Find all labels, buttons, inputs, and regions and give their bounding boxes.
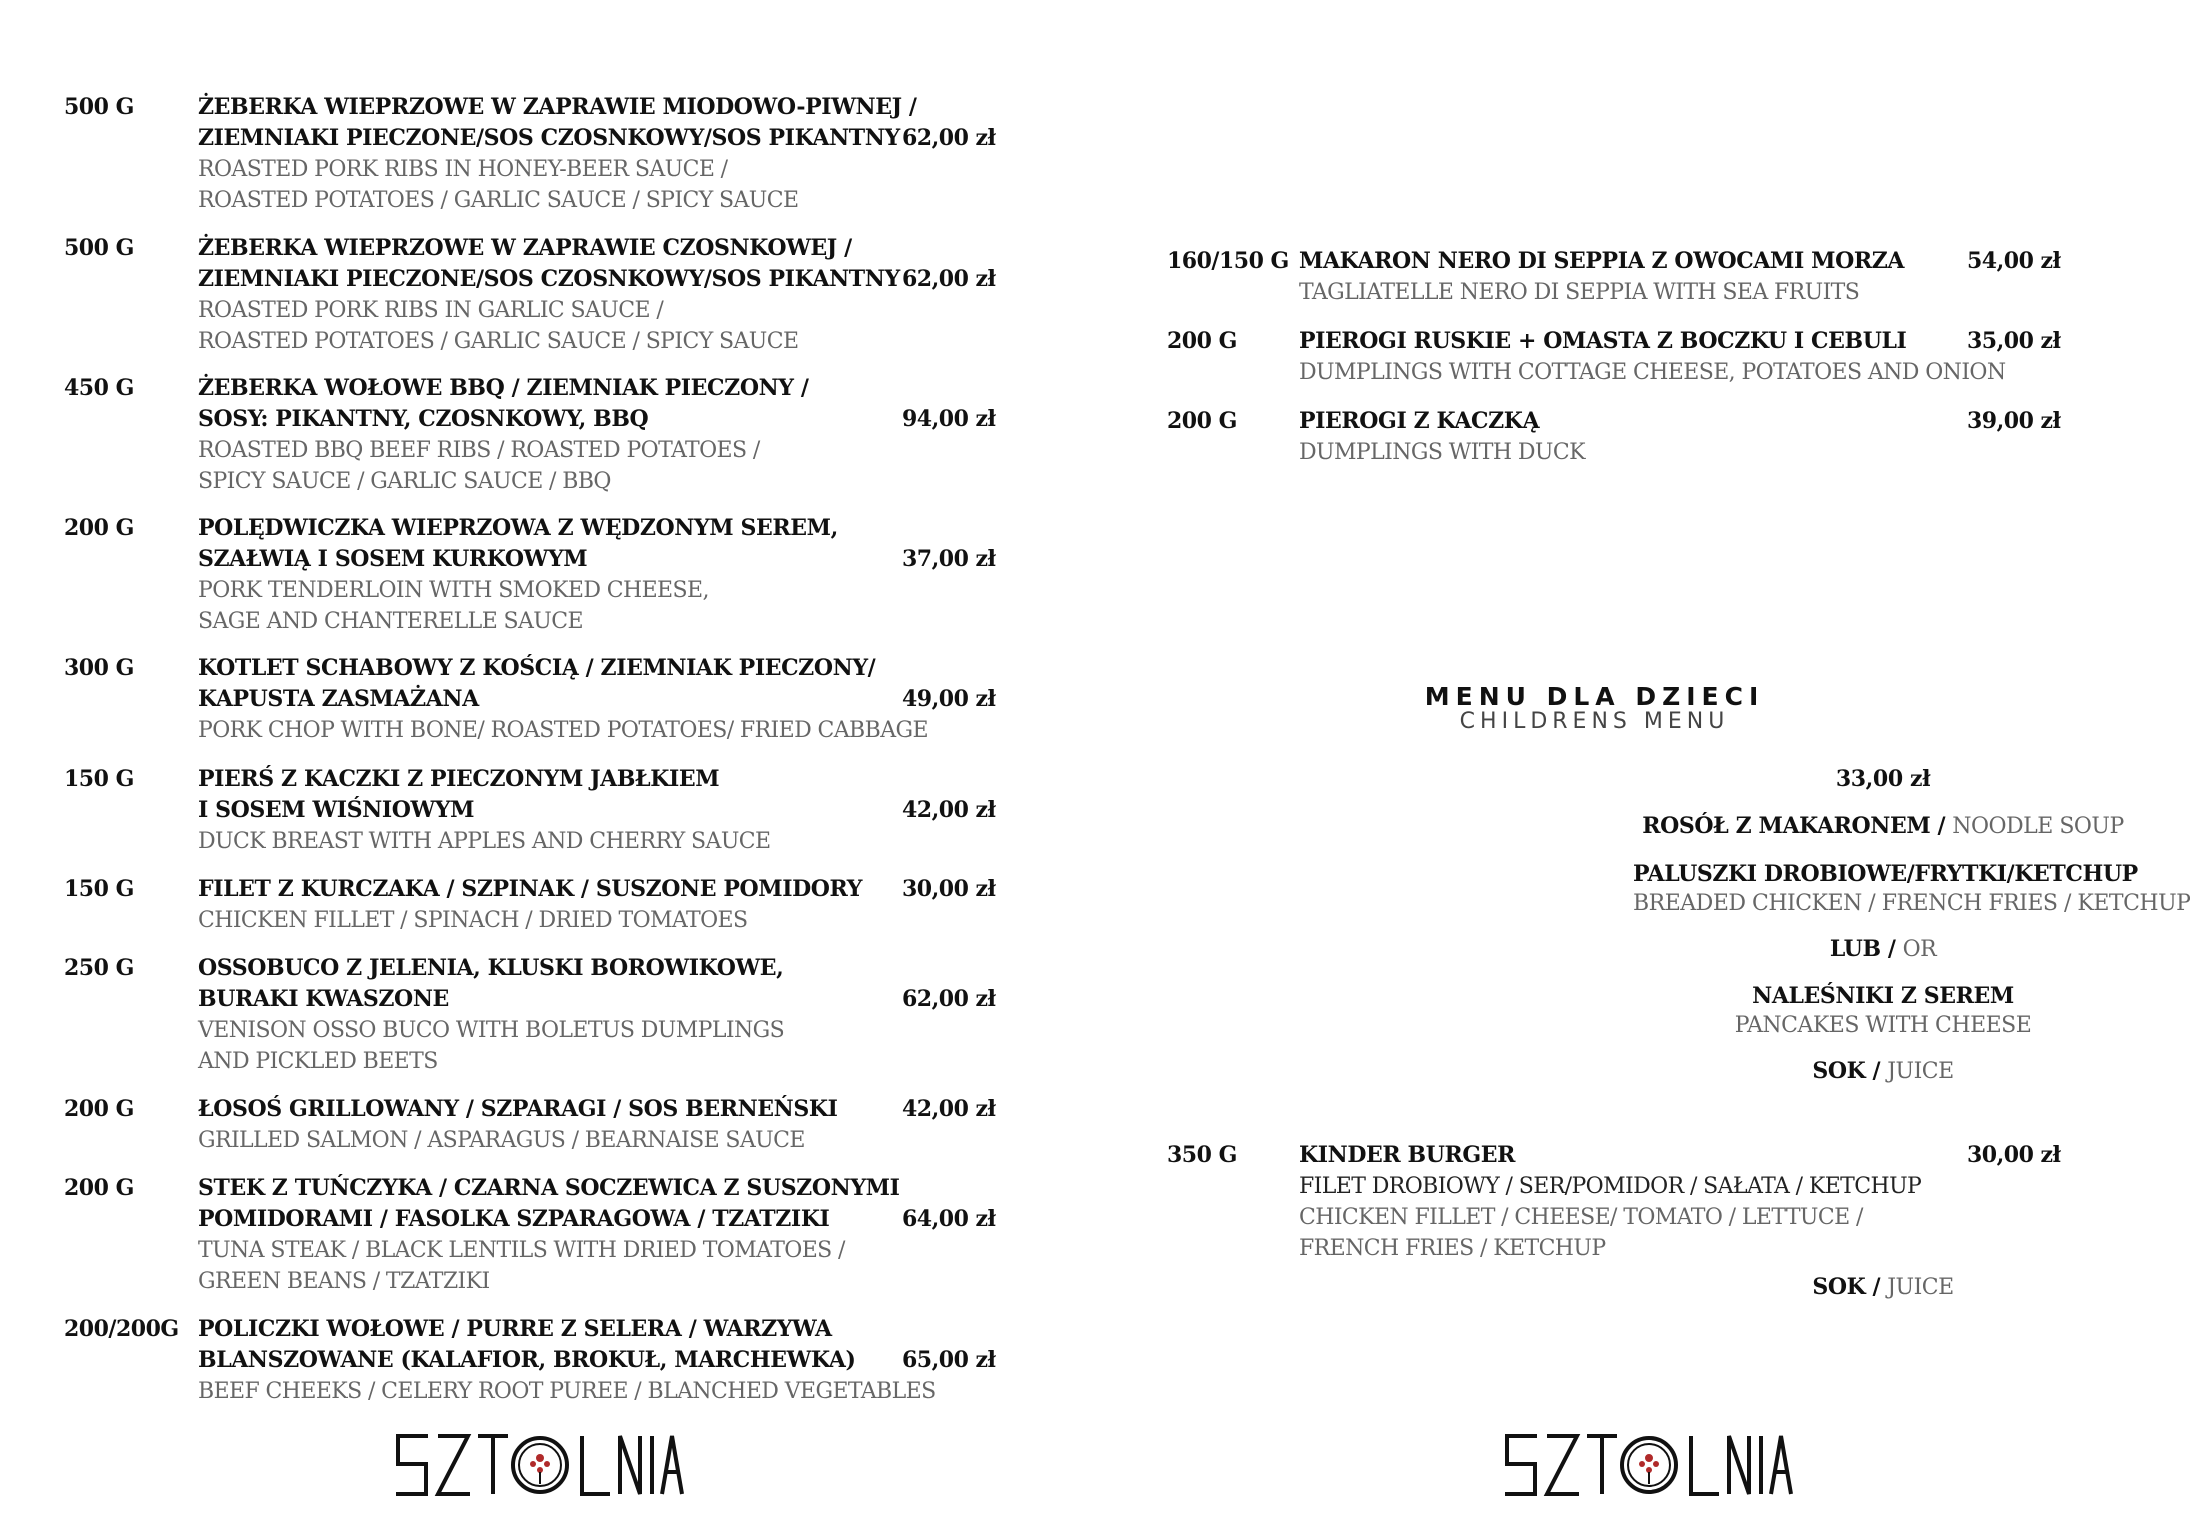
item-price: 94,00 zł bbox=[902, 406, 996, 432]
item-name-en: DUMPLINGS WITH DUCK bbox=[1299, 440, 1585, 465]
item-name-en: PORK CHOP WITH BONE/ ROASTED POTATOES/ FRIED CABBAGE bbox=[198, 718, 928, 743]
kids-soup-en: NOODLE SOUP bbox=[1952, 814, 2124, 839]
item-description bbox=[198, 1094, 837, 1156]
kinder-burger-pl-desc: FILET DROBIOWY / SER/POMIDOR / SAŁATA / KETCHUP bbox=[1299, 1174, 1922, 1199]
item-name-en: TAGLIATELLE NERO DI SEPPIA WITH SEA FRUITS bbox=[1299, 280, 1860, 305]
item-description bbox=[198, 233, 900, 357]
item-price: 30,00 zł bbox=[902, 876, 996, 902]
kinder-burger-weight: 350 G bbox=[1167, 1142, 1237, 1168]
item-name-en: AND PICKLED BEETS bbox=[198, 1049, 438, 1074]
item-price: 62,00 zł bbox=[902, 266, 996, 292]
item-name-pl: ŻEBERKA WIEPRZOWE W ZAPRAWIE MIODOWO-PIWNEJ / bbox=[198, 94, 917, 120]
item-name-pl: MAKARON NERO DI SEPPIA Z OWOCAMI MORZA bbox=[1299, 248, 1905, 274]
item-name-en: CHICKEN FILLET / SPINACH / DRIED TOMATOES bbox=[198, 908, 748, 933]
kinder-juice-en: JUICE bbox=[1887, 1275, 1954, 1300]
kids-menu-subtitle: CHILDRENS MENU bbox=[1459, 709, 1730, 734]
kids-option-1-pl: PALUSZKI DROBIOWE/FRYTKI/KETCHUP bbox=[1633, 861, 2138, 887]
sztolnia-logo bbox=[1499, 1424, 1799, 1504]
item-name-en: GREEN BEANS / TZATZIKI bbox=[198, 1269, 490, 1294]
item-description bbox=[1299, 406, 1585, 468]
item-name-en: ROASTED BBQ BEEF RIBS / ROASTED POTATOES / bbox=[198, 438, 760, 463]
item-price: 62,00 zł bbox=[902, 986, 996, 1012]
item-name-pl: ZIEMNIAKI PIECZONE/SOS CZOSNKOWY/SOS PIKANTNY bbox=[198, 266, 900, 292]
kids-or-en: OR bbox=[1902, 937, 1937, 962]
item-weight: 200 G bbox=[1167, 408, 1237, 434]
item-name-pl: POLICZKI WOŁOWE / PURRE Z SELERA / WARZYWA bbox=[198, 1316, 832, 1342]
item-name-pl: KAPUSTA ZASMAŻANA bbox=[198, 686, 479, 712]
kinder-burger-juice bbox=[1633, 1273, 2133, 1302]
kids-juice bbox=[1633, 1057, 2133, 1086]
item-weight: 150 G bbox=[64, 766, 134, 792]
item-description bbox=[198, 1173, 899, 1297]
kinder-burger-name: KINDER BURGER bbox=[1299, 1142, 1516, 1168]
item-name-pl: ŻEBERKA WOŁOWE BBQ / ZIEMNIAK PIECZONY / bbox=[198, 375, 809, 401]
item-name-pl: PIEROGI RUSKIE + OMASTA Z BOCZKU I CEBULI bbox=[1299, 328, 1907, 354]
item-name-pl: PIEROGI Z KACZKĄ bbox=[1299, 408, 1540, 434]
kinder-burger-en-line-2: FRENCH FRIES / KETCHUP bbox=[1299, 1236, 1606, 1261]
item-price: 42,00 zł bbox=[902, 1096, 996, 1122]
kids-option-1 bbox=[1633, 860, 2190, 918]
kinder-burger-en-line-1: CHICKEN FILLET / CHEESE/ TOMATO / LETTUCE / bbox=[1299, 1205, 1863, 1230]
item-name-pl: ZIEMNIAKI PIECZONE/SOS CZOSNKOWY/SOS PIKANTNY bbox=[198, 125, 900, 151]
item-name-pl: BLANSZOWANE (KALAFIOR, BROKUŁ, MARCHEWKA) bbox=[198, 1347, 856, 1373]
item-name-pl: ŻEBERKA WIEPRZOWE W ZAPRAWIE CZOSNKOWEJ / bbox=[198, 235, 852, 261]
item-weight: 300 G bbox=[64, 655, 134, 681]
item-description bbox=[1299, 326, 2006, 388]
item-name-en: BEEF CHEEKS / CELERY ROOT PUREE / BLANCHED VEGETABLES bbox=[198, 1379, 936, 1404]
kids-juice-pl: SOK / bbox=[1812, 1058, 1881, 1084]
item-price: 62,00 zł bbox=[902, 125, 996, 151]
item-weight: 160/150 G bbox=[1167, 248, 1289, 274]
item-weight: 200 G bbox=[64, 515, 134, 541]
item-name-pl: PIERŚ Z KACZKI Z PIECZONYM JABŁKIEM bbox=[198, 766, 720, 792]
sztolnia-logo-mark bbox=[390, 1424, 690, 1504]
kinder-burger-price: 30,00 zł bbox=[1967, 1142, 2061, 1168]
item-price: 54,00 zł bbox=[1967, 248, 2061, 274]
kids-option-2-pl: NALEŚNIKI Z SEREM bbox=[1752, 983, 2014, 1009]
item-name-en: VENISON OSSO BUCO WITH BOLETUS DUMPLINGS bbox=[198, 1018, 785, 1043]
item-weight: 500 G bbox=[64, 235, 134, 261]
item-price: 65,00 zł bbox=[902, 1347, 996, 1373]
item-price: 42,00 zł bbox=[902, 797, 996, 823]
item-name-en: PORK TENDERLOIN WITH SMOKED CHEESE, bbox=[198, 578, 709, 603]
item-description bbox=[198, 513, 838, 637]
item-weight: 450 G bbox=[64, 375, 134, 401]
kinder-burger-item bbox=[1167, 1140, 2127, 1260]
item-price: 49,00 zł bbox=[902, 686, 996, 712]
item-name-pl: BURAKI KWASZONE bbox=[198, 986, 449, 1012]
kids-option-1-en: BREADED CHICKEN / FRENCH FRIES / KETCHUP bbox=[1633, 891, 2190, 916]
item-name-en: SAGE AND CHANTERELLE SAUCE bbox=[198, 609, 583, 634]
kids-menu-price bbox=[1633, 765, 2133, 794]
item-price: 37,00 zł bbox=[902, 546, 996, 572]
item-name-en: ROASTED PORK RIBS IN GARLIC SAUCE / bbox=[198, 298, 664, 323]
item-description bbox=[198, 92, 917, 216]
kids-soup-pl: ROSÓŁ Z MAKARONEM / bbox=[1642, 813, 1946, 839]
item-price: 39,00 zł bbox=[1967, 408, 2061, 434]
item-weight: 200 G bbox=[64, 1175, 134, 1201]
item-name-pl: OSSOBUCO Z JELENIA, KLUSKI BOROWIKOWE, bbox=[198, 955, 784, 981]
item-weight: 200/200G bbox=[64, 1316, 179, 1342]
item-name-pl: POMIDORAMI / FASOLKA SZPARAGOWA / TZATZIKI bbox=[198, 1206, 830, 1232]
item-weight: 200 G bbox=[64, 1096, 134, 1122]
item-name-en: DUCK BREAST WITH APPLES AND CHERRY SAUCE bbox=[198, 829, 771, 854]
item-weight: 250 G bbox=[64, 955, 134, 981]
item-name-pl: STEK Z TUŃCZYKA / CZARNA SOCZEWICA Z SUSZONYMI bbox=[198, 1175, 900, 1201]
item-name-pl: KOTLET SCHABOWY Z KOŚCIĄ / ZIEMNIAK PIECZONY/ bbox=[198, 655, 876, 681]
item-name-en: TUNA STEAK / BLACK LENTILS WITH DRIED TOMATOES / bbox=[198, 1238, 845, 1263]
item-price: 35,00 zł bbox=[1967, 328, 2061, 354]
item-name-en: SPICY SAUCE / GARLIC SAUCE / BBQ bbox=[198, 469, 611, 494]
item-description bbox=[198, 874, 862, 936]
item-description bbox=[198, 653, 928, 746]
kids-juice-en: JUICE bbox=[1887, 1059, 1954, 1084]
item-name-en: ROASTED PORK RIBS IN HONEY-BEER SAUCE / bbox=[198, 157, 728, 182]
item-name-pl: SOSY: PIKANTNY, CZOSNKOWY, BBQ bbox=[198, 406, 649, 432]
item-price: 64,00 zł bbox=[902, 1206, 996, 1232]
item-name-en: ROASTED POTATOES / GARLIC SAUCE / SPICY SAUCE bbox=[198, 329, 799, 354]
kinder-burger-body bbox=[1299, 1140, 1921, 1264]
item-name-en: ROASTED POTATOES / GARLIC SAUCE / SPICY SAUCE bbox=[198, 188, 799, 213]
item-weight: 200 G bbox=[1167, 328, 1237, 354]
kids-or-pl: LUB / bbox=[1829, 936, 1896, 962]
item-description bbox=[1299, 246, 1904, 308]
item-description bbox=[198, 953, 784, 1077]
item-name-pl: FILET Z KURCZAKA / SZPINAK / SUSZONE POMIDORY bbox=[198, 876, 863, 902]
item-description bbox=[198, 1314, 936, 1407]
item-name-pl: ŁOSOŚ GRILLOWANY / SZPARAGI / SOS BERNEŃSKI bbox=[198, 1096, 838, 1122]
kids-soup bbox=[1633, 812, 2133, 841]
item-name-en: GRILLED SALMON / ASPARAGUS / BEARNAISE SAUCE bbox=[198, 1128, 805, 1153]
sztolnia-logo bbox=[390, 1424, 690, 1504]
item-name-pl: SZAŁWIĄ I SOSEM KURKOWYM bbox=[198, 546, 588, 572]
left-menu-page bbox=[0, 0, 1063, 1518]
kids-option-2 bbox=[1633, 982, 2133, 1040]
item-weight: 150 G bbox=[64, 876, 134, 902]
item-name-pl: I SOSEM WIŚNIOWYM bbox=[198, 797, 475, 823]
kids-or bbox=[1633, 935, 2133, 964]
item-weight: 500 G bbox=[64, 94, 134, 120]
kids-menu-title: MENU DLA DZIECI bbox=[1424, 682, 1765, 711]
item-name-pl: POLĘDWICZKA WIEPRZOWA Z WĘDZONYM SEREM, bbox=[198, 515, 838, 541]
item-description bbox=[198, 373, 809, 497]
kinder-juice-pl: SOK / bbox=[1812, 1274, 1881, 1300]
kids-option-2-en: PANCAKES WITH CHEESE bbox=[1734, 1013, 2032, 1038]
right-menu-page bbox=[1063, 0, 2190, 1518]
kids-price-value: 33,00 zł bbox=[1835, 766, 1931, 792]
sztolnia-logo-mark bbox=[1499, 1424, 1799, 1504]
item-description bbox=[198, 764, 770, 857]
item-name-en: DUMPLINGS WITH COTTAGE CHEESE, POTATOES AND ONION bbox=[1299, 360, 2006, 385]
